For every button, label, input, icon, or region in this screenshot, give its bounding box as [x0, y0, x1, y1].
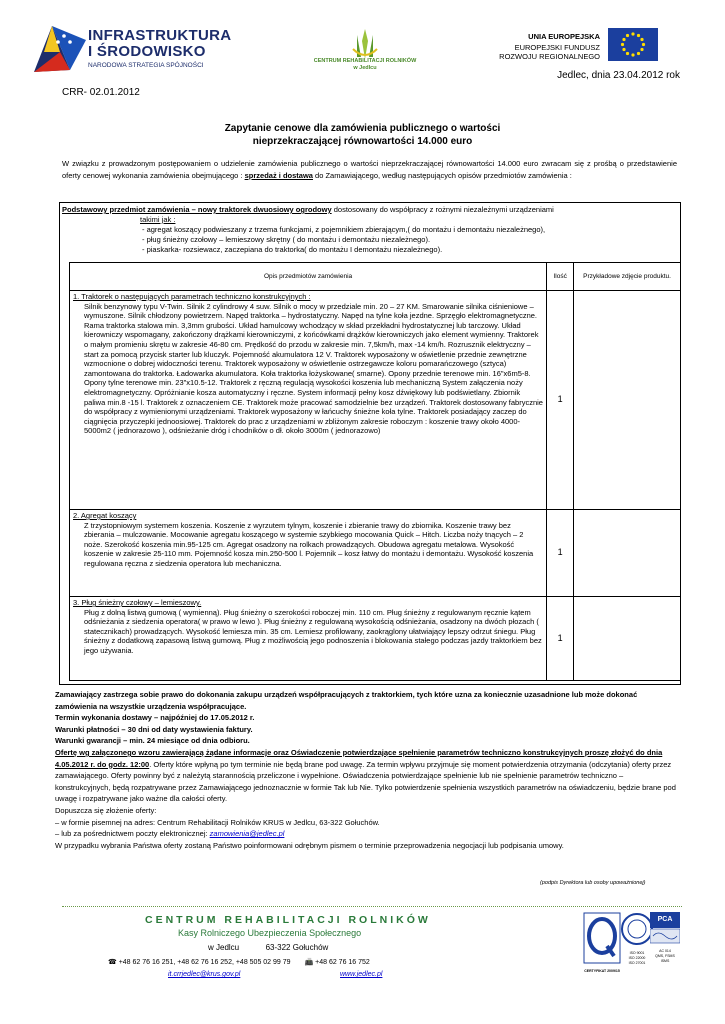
- wheat-icon: [335, 27, 395, 61]
- subject-item: - agregat koszący podwieszany z trzema funkcjami, z pojemnikiem zbierającym,( do montażu i demontażu niezależnego),: [142, 225, 546, 234]
- eu-flag-icon: [608, 28, 658, 61]
- pca-badge: [650, 912, 686, 974]
- phone-icon: ☎: [108, 959, 117, 966]
- row-heading: 3. Pług śnieżny czołowy – lemieszowy.: [73, 598, 202, 607]
- subject-heading-bold: Podstawowy przedmiot zamówienia – nowy traktorek dwuosiowy ogrodowy: [62, 205, 332, 214]
- col-desc-header: Opis przedmiotów zamówienia: [70, 263, 547, 291]
- footer-city: w Jedlcu: [208, 943, 240, 952]
- terms-email: – lub za pośrednictwem poczty elektronicznej: zamowienia@jedlec.pl: [55, 829, 285, 839]
- email-link[interactable]: zamowienia@jedlec.pl: [209, 829, 285, 839]
- table-header-row: [70, 263, 681, 291]
- title-line2: nieprzekraczającej równowartości 14.000 euro: [252, 136, 473, 147]
- eu-title: UNIA EUROPEJSKA: [528, 32, 600, 41]
- table-row: [70, 510, 681, 597]
- terms-notification: W przypadku wybrania Państwa oferty zostaną Państwo poinformowani odrębnym pismem o terminie przeprowadzenia negocjacji lub podpisania umowy.: [55, 840, 564, 850]
- fax-icon: 📠: [304, 959, 314, 966]
- terms-payment: Warunki płatności – 30 dni od daty wystawienia faktury.: [55, 724, 253, 734]
- terms-section: [55, 689, 680, 851]
- row-photo: [574, 597, 681, 681]
- terms-warranty: Warunki gwarancji – min. 24 miesiące od dnia odbioru.: [55, 736, 250, 746]
- document-date: Jedlec, dnia 23.04.2012 rok: [557, 70, 680, 81]
- col-qty-header: Ilość: [547, 263, 574, 291]
- terms-reservation: Zamawiający zastrzega sobie prawo do dokonania zakupu urządzeń współpracujących z traktorkiem, tych które uzna za koniecznie uzasadnione lub może dokonać zamówienia na wszystkie urządzenia współpracujące.: [55, 690, 638, 711]
- col-photo-header: Przykładowe zdjęcie produktu.: [574, 263, 681, 291]
- row-body: Silnik benzynowy typu V-Twin. Silnik 2 cylindrowy 4 suw. Silnik o mocy w przedziale min. 20 – 27 KM. Smarowanie silnika ciśnieniowe – wymuszone. Silnik chłodzony powietrzem. Napęd traktorka – hydrostatyczny. Napęd na tylne koła jezdne. Sprzęgło elektromagnetyczne. Rama traktorka stalowa min. 3,3mm grubości. Układ hamulcowy wchodzący w skład przekładni hydrostatycznej lub tarczowy. Układ kierowniczy wspomagany, zakończony drążkami kierowniczymi, z końcówkami drążków kierowniczych jako element wymienny. Traktorek o małym promieniu skrętu w zakresie 46-80 cm. Prędkość do przodu w zakresie min. 7,5km/h, max -14 km/h. Rozrusznik elektryczny – start za pomocą przycisk starter lub kluczyk. Pojemność akumulatora 12 V. Traktorek wyposażony w oświetlenie przednie zewnętrzne wzmocnione o dobrej widoczności terenu. Traktorek wyposażony w oświetlenie ostrzegawcze koloru pomarańczowego (sztyca) zamontowana do traktorka. Ładowarka akumulatora. Koła traktorka łożyskowane( smarne). Opony przednie terenowe min. 16"x6m5-8. Opony tylne terenowe min. 23"x10.5-12. Traktorek z ręczną regulacją wysokości koszenia lub mechaniczną System załączenia noży elektromagnetyczny. Opróżnianie kosza automatyczny i ręczne. System informacji pełny kosz dźwiękowy lub podświetlany. Zbiornik paliwa min.8 -15 l. Traktorek z oznaczeniem CE. Traktorek może pracować samodzielnie bez urządzeń. Traktorek dostosowany fabrycznie do współpracy z wymienionymi urządzeniami. Traktorek wyposażony w łańcuchy śnieżne koła tylne. Traktorek posiadający zaczep do ciągnięcia przyczepki jednoosiowej. Traktorek do prac z urządzeniami w zbliżonym zakresie roboczym : koszenie trawy około 4000-5000m2 ( jednorazowo ), odśnieżanie dróg i chodników o dł. około 3000m ( jednorazowo): [84, 301, 543, 436]
- terms-deadline: Ofertę wg załączonego wzoru zawierającą żądane informacje oraz Oświadczenie potwierdzające spełnienie parametrów techniczno konstrukcyjnych proszę złożyć do dnia 4.05.2012 r. do godz. 12:00. Oferty które wpłyną po tym terminie nie będą brane pod uwagę. Za termin wpływu przyjmuje się moment potwierdzenia otrzymania (odczytania) oferty przez zamawiającego. Oferty powinny być z należytą starannością przeliczone i wypełnione. Oświadczenia potwierdzające spełnienie lub nie spełnienie parametrów techniczno – konstrukcyjnych, będą rozpatrywane przez Zamawiającego jednoznacznie w formie Tak lub Nie. Tylko potwierdzenie spełnienia wszystkich parametrów na oświadczeniu, będzie brane pod uwagę i rozpatrywane jako ważne dla całości oferty.: [55, 747, 676, 804]
- footer-name: CENTRUM REHABILITACJI ROLNIKÓW: [145, 914, 431, 926]
- row-desc: [70, 597, 547, 681]
- pca-pattern-icon: [650, 928, 680, 944]
- footer-email-link[interactable]: it.crrjedlec@krus.gov.pl: [168, 971, 241, 978]
- subject-heading-rest: dostosowany do współpracy z rożnymi niezależnymi urządzeniami: [331, 205, 554, 214]
- certificate-q-icon: [583, 912, 621, 970]
- footer-address: [208, 943, 328, 952]
- crr-logo-line2: w Jedlcu: [353, 65, 377, 71]
- intro-paragraph: [62, 158, 677, 182]
- intro-bold: sprzedaż i dostawa: [244, 171, 313, 180]
- row-qty: 1: [547, 291, 574, 510]
- row-desc: [70, 510, 547, 597]
- document-title: [140, 122, 585, 148]
- footer-phones: [108, 958, 370, 966]
- row-photo: [574, 510, 681, 597]
- fax-number: +48 62 76 16 752: [315, 959, 370, 966]
- row-body: Pług z dolną listwą gumową ( wymienną). Pług śnieżny o szerokości roboczej min. 110 cm. Pług śnieżny z regulowanym ręcznie kątem odśnieżania z siedzenia operatora( w prawo w lewo ). Pług śnieżny z regulowaną wysokością odśnieżania, osadzony na dwóch płozach ( statecznikach) prowadzących. Wysokość lemiesza min. 35 cm. Lemiesz profilowany, zaokrąglony ułatwiający lepszy odrzut śniegu. Pług śnieżny z dodatkową zapasową listwą gumową. Pług z możliwością jego podnoszenia i blokowania stałego podczas jazdy traktorkiem bez jego używania.: [84, 607, 542, 655]
- phone-numbers: +48 62 76 16 251, +48 62 76 16 252, +48 505 02 99 79: [118, 959, 291, 966]
- pca-sub: AC 014 QMS, FSMS ISMS: [655, 949, 675, 963]
- crr-logo-text: [305, 58, 425, 72]
- subject-item: - piaskarka- rozsiewacz, zaczepiana do traktorka( do montażu I demontażu niezależnego).: [142, 245, 443, 254]
- brand-line3: NARODOWA STRATEGIA SPÓJNOŚCI: [88, 62, 204, 69]
- subject-section: [62, 205, 677, 255]
- eu-fund-line2: ROZWOJU REGIONALNEGO: [499, 52, 600, 61]
- row-qty: 1: [547, 597, 574, 681]
- row-body: Z trzystopniowym systemem koszenia. Koszenie z wyrzutem tylnym, koszenie i zbieranie trawy do zbiornika. Koszenie trawy bez zbierania – mulczowanie. Mocowanie agregatu koszącego w systemie szybkiego mocowania Quick – Hitch. Liczba noży tnących – 2 noże. Szerokość koszenia min.95-125 cm. Agregat osadzony na rolkach prowadzących. Obudowa agregatu metalowa. Wysokość koszenie w zakresie 25-110 mm. Pojemność kosza min.250-500 l. Pojemnik – kosz łatwy do montażu i demontażu. Wysokość koszenia regulowana ręczna z siedzenia operatora lub mechaniczna.: [84, 520, 534, 568]
- terms-postal: – w formie pisemnej na adres: Centrum Rehabilitacji Rolników KRUS w Jedlcu, 63-322 Gołuchów.: [55, 817, 380, 827]
- row-desc: [70, 291, 547, 510]
- footer-post: 63-322 Gołuchów: [265, 943, 329, 952]
- signature-label: (podpis Dyrektora lub osoby upoważnionej): [540, 880, 646, 886]
- subject-heading: [62, 205, 677, 215]
- document-reference: CRR- 02.01.2012: [62, 87, 140, 98]
- pca-logo: PCA: [650, 912, 680, 928]
- table-row: [70, 291, 681, 510]
- row-heading: 1. Traktorek o następujących parametrach techniczno konstrukcyjnych :: [73, 292, 311, 301]
- row-qty: 1: [547, 510, 574, 597]
- crr-logo-line1: CENTRUM REHABILITACJI ROLNIKÓW: [313, 58, 417, 64]
- terms-delivery: Termin wykonania dostawy – najpóźniej do 17.05.2012 r.: [55, 713, 255, 723]
- intro-part1: W związku z prowadzonym postępowaniem o udzielenie zamówienia publicznego o wartości nieprzekraczającej równowartości 14.000 euro zwracam się z prośbą o przedstawienie oferty cenowej wykonania zamówienia obejmującego :: [62, 159, 677, 180]
- quality-certificate-badge: [583, 912, 621, 980]
- row-photo: [574, 291, 681, 510]
- eu-fund-line1: EUROPEJSKI FUNDUSZ: [514, 43, 600, 52]
- items-table: [69, 262, 681, 681]
- brand-line2: I ŚRODOWISKO: [88, 43, 206, 60]
- intro-part2: do Zamawiającego, według następujących opisów przedmiotów zamówienia :: [312, 171, 572, 180]
- footer-divider: [62, 906, 682, 907]
- eu-fund: [490, 43, 600, 61]
- terms-allowed: Dopuszcza się złożenie oferty:: [55, 805, 157, 815]
- iso-list: ISO 9001 ISO 22000 ISO 27001: [628, 951, 646, 965]
- table-row: [70, 597, 681, 681]
- row-heading: 2. Agregat koszący: [73, 511, 137, 520]
- flag-logo-icon: [30, 22, 88, 77]
- brand-line1: INFRASTRUKTURA: [88, 27, 232, 44]
- subject-heading-cont: takimi jak :: [140, 215, 176, 224]
- footer-web-link[interactable]: www.jedlec.pl: [340, 971, 383, 978]
- subject-item: - pług śnieżny czołowy – lemieszowy skrętny ( do montażu i demontażu niezależnego).: [142, 235, 431, 244]
- title-line1: Zapytanie cenowe dla zamówienia publicznego o wartości: [224, 123, 501, 134]
- cert-label: CERTYFIKAT 2009/15: [584, 969, 620, 973]
- footer-sub: Kasy Rolniczego Ubezpieczenia Społecznego: [178, 928, 362, 938]
